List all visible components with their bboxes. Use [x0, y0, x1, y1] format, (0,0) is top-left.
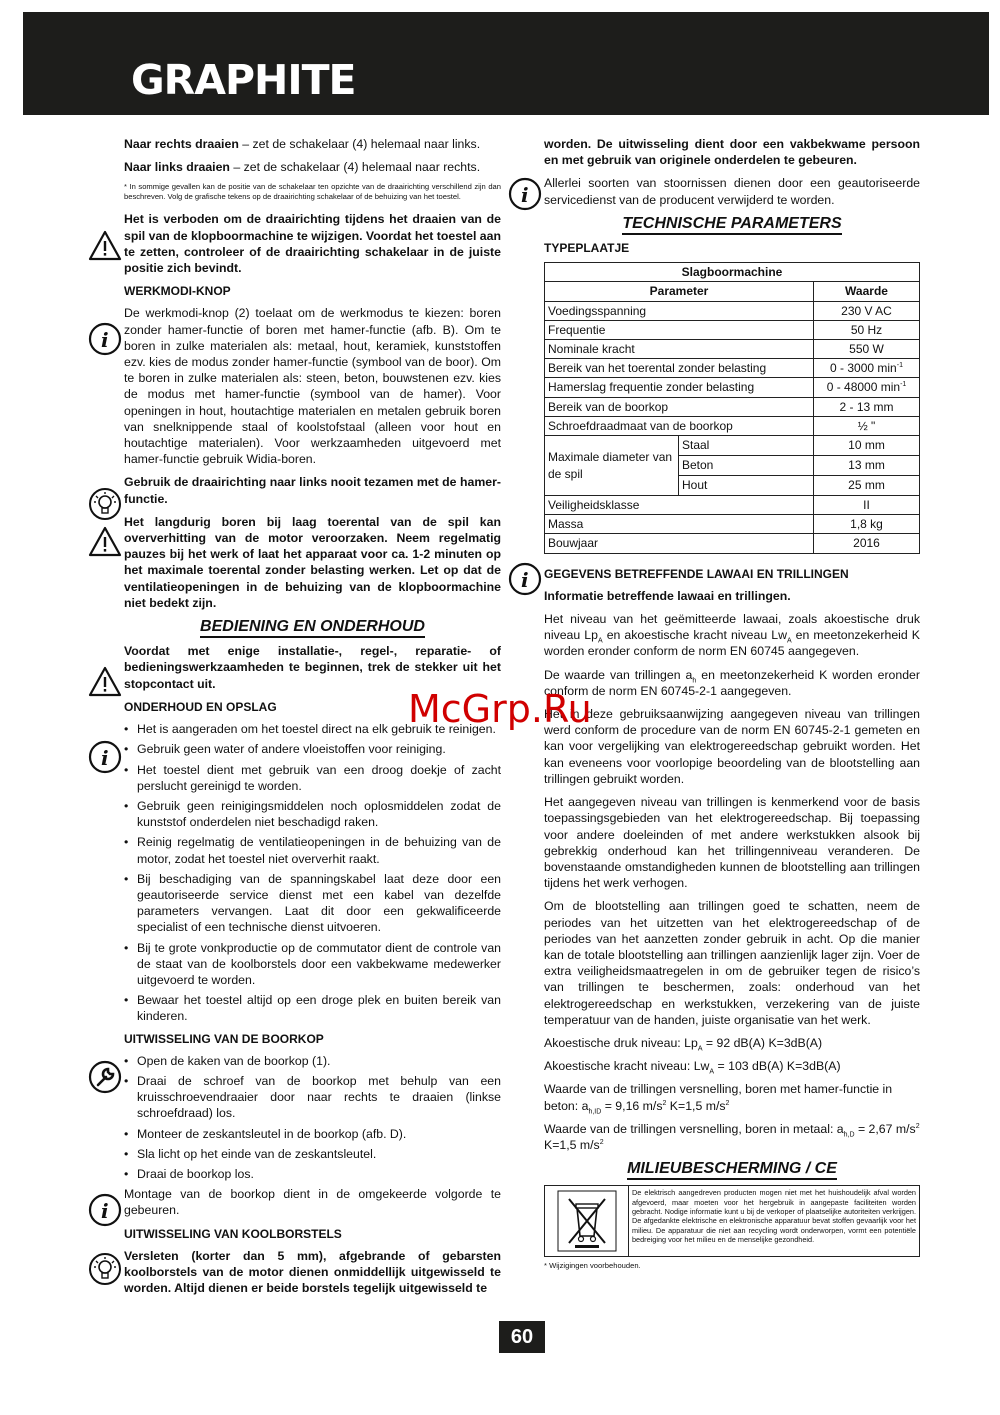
list-item: • Bij beschadiging van de spanningskabel laat deze door een geautoriseerde service dienst met een kabel van dezelfde parameters vervangen. Laat dit door een gekwalificeerde specialist of een technische dienst uitvoeren.	[124, 871, 501, 936]
werkmodi-heading: WERKMODI-KNOP	[124, 284, 231, 299]
hammer-tip: Gebruik de draairichting naar links nooit tezamen met de hamer-functie.	[124, 475, 501, 506]
boorkop-list	[124, 1053, 501, 1182]
warning-icon	[88, 229, 122, 263]
table-row: Voedingsspanning 230 V AC	[545, 301, 920, 320]
weee-box	[544, 1185, 920, 1257]
svg-text:i: i	[521, 183, 529, 207]
measurement-pressure: Akoestische druk niveau: $Lp_A = 92$ dB(A) K=3dB(A)	[544, 1035, 823, 1053]
rotate-left-paragraph: Naar links draaien – zet de schakelaar (4) helemaal naar rechts.	[124, 160, 481, 175]
warning-icon	[88, 665, 122, 699]
koolborstels-heading: UITWISSELING VAN KOOLBORSTELS	[124, 1226, 342, 1241]
measurement-vibration-metaal: Waarde van de trillingen versnelling, boren in metaal: $a_{h,D} = 2,67$ $m/s^2$ K=1,5 $m/s^2$	[544, 1121, 920, 1152]
list-item: • Monteer de zeskantsleutel in de boorkop (afb. D).	[124, 1126, 501, 1142]
section-title-milieu: MILIEUBESCHERMING / CE	[544, 1161, 920, 1177]
table-row: Schroefdraadmaat van de boorkop ½ "	[545, 416, 920, 435]
lawaai-p1: Het niveau van het geëmitteerde lawaai, zoals akoestische druk niveau $Lp_A$ en akoestische kracht niveau $Lw_A$ en meetonzekerheid K worden eronder conform de norm EN 60745 aangegeven.	[544, 612, 920, 659]
weee-text: De elektrisch aangedreven producten mogen niet met het huishoudelijk afval worden afgevoerd, maar moeten voor het hergebruik in aangepaste faciliteiten worden gebracht. Nodige informatie kunt u bij de verkoper of plaatselijke autoriteiten verkrijgen. De afgedankte elektrische en elektronische apparatuur bevat stoffen gevaarlijk voor het milieu. De apparatuur die niet aan recycling wordt onderworpen, vormt een potentiële bedreiging voor het milieu en de menselijke gezondheid.	[632, 1188, 916, 1244]
overheat-warning: Het langdurig boren bij laag toerental van de spil kan oververhitting van de motor veroorzaken. Neem regelmatig pauzes bij het werk of laat het apparaat voor ca. 1-2 minuten op het maximale toerental zonder belasting werken. Let op dat de ventilatieopeningen in de behuizing van de klopboormachine niet bedekt zijn.	[124, 514, 501, 610]
svg-text:i: i	[101, 328, 109, 352]
changes-footnote: * Wijzigingen voorbehouden.	[544, 1261, 641, 1271]
table-row: Veiligheidsklasse II	[545, 496, 920, 515]
table-row: Nominale kracht 550 W	[545, 340, 920, 359]
weee-bin-icon	[545, 1186, 629, 1256]
svg-text:i: i	[101, 1199, 109, 1223]
service-info: Allerlei soorten van stoornissen dienen door een geautoriseerde servicedienst van de producent verwijderd te worden.	[544, 176, 920, 207]
table-title: Slagboormachine	[545, 263, 920, 282]
typeplaatje-heading: TYPEPLAATJE	[544, 241, 630, 256]
section-title-bediening: BEDIENING EN ONDERHOUD	[124, 619, 501, 635]
watermark: McGrp.Ru	[408, 687, 592, 731]
measurement-power: Akoestische kracht niveau: $Lw_A = 103$ dB(A) K=3dB(A)	[544, 1059, 841, 1076]
section-title-technische: TECHNISCHE PARAMETERS	[544, 216, 920, 232]
boorkop-heading: UITWISSELING VAN DE BOORKOP	[124, 1031, 324, 1046]
list-item: • Het is aangeraden om het toestel direct na elk gebruik te reinigen.	[124, 721, 501, 737]
right-column	[544, 136, 920, 1275]
table-row: Bereik van de boorkop 2 - 13 mm	[545, 397, 920, 416]
table-row: Massa 1,8 kg	[545, 515, 920, 534]
page-number: 60	[499, 1321, 545, 1353]
table-header-parameter: Parameter	[545, 282, 814, 301]
werkmodi-text: De werkmodi-knop (2) toelaat om de werkmodus te kiezen: boren zonder hamer-functie of boren met hamer-functie (afb. B). Om te boren in zulke materialen als: metaal, hout, keramiek, kunststoffen ezv. kies de modus zonder hamer-functie (symbool van de boor). Om te boren in zulke materialen als: steen, beton, bouwstenen ezv. kies de modus met hamer-functie (symbool van de hamer). Voor openingen in hout, houtachtige materialen en metalen gebruik boren van snelknippende staal of koolstofstaal (alleen voor hout en houtachtige materialen). Voor werkzaamheden uitgevoerd met hamer-functie gebruik Widia-boren.	[124, 306, 501, 467]
lawaai-p2: De waarde van trillingen $a_h$ en meetonzekerheid K worden eronder conform de norm EN 60745-2-1 aangegeven.	[544, 667, 920, 698]
switch-footnote: * In sommige gevallen kan de positie van de schakelaar ten opzichte van de draairichting verschillend zijn dan beschreven. Volg de grafische tekens op de draairichting schakelaar of de behuizing van het toestel.	[124, 182, 501, 202]
info-icon	[88, 1193, 122, 1227]
page-header	[23, 12, 989, 115]
lightbulb-icon	[88, 487, 122, 521]
table-header-waarde: Waarde	[814, 282, 920, 301]
unplug-warning: Voordat met enige installatie-, regel-, reparatie- of bedieningswerkzaamheden te beginnen, trek de stekker uit het stopcontact uit.	[124, 644, 501, 691]
table-row: Hout 25 mm	[545, 476, 920, 496]
info-icon	[88, 322, 122, 356]
montage-note: Montage van de boorkop dient in de omgekeerde volgorde te gebeuren.	[124, 1187, 501, 1218]
table-row: Beton 13 mm	[545, 456, 920, 476]
info-icon	[508, 562, 542, 596]
svg-text:i: i	[521, 568, 529, 592]
list-item: • Bewaar het toestel altijd op een droge plek en buiten bereik van kinderen.	[124, 992, 501, 1024]
list-item: • Open de kaken van de boorkop (1).	[124, 1053, 501, 1069]
measurement-vibration-beton: Waarde van de trillingen versnelling, boren met hamer-functie in beton: $a_{h,ID} = 9,16$ $m/s^2$ K=1,5 $m/s^2$	[544, 1082, 893, 1115]
list-item: • Reinig regelmatig de ventilatieopeningen in de behuizing van de motor, zodat het toestel niet oververhit raakt.	[124, 834, 501, 866]
table-row: Frequentie 50 Hz	[545, 320, 920, 339]
info-icon	[508, 177, 542, 211]
table-row: Hamerslag frequentie zonder belasting 0 - 48000 $\min^{-1}$	[545, 378, 920, 397]
lawaai-info: Informatie betreffende lawaai en trillingen.	[544, 588, 791, 603]
parameters-table	[544, 262, 920, 553]
onderhoud-heading: ONDERHOUD EN OPSLAG	[124, 699, 277, 714]
continued-text: worden. De uitwisseling dient door een vakbekwame persoon en met gebruik van originele onderdelen te gebeuren.	[544, 137, 920, 168]
onderhoud-list	[124, 721, 501, 1024]
info-icon	[88, 740, 122, 774]
list-item: • Sla licht op het einde van de zeskantsleutel.	[124, 1146, 501, 1162]
list-item: • Het toestel dient met gebruik van een droog doekje of zacht perslucht gereinigd te worden.	[124, 762, 501, 794]
table-row: Maximale diameter van de spil Staal 10 mm	[545, 436, 920, 456]
lawaai-p3: Het in deze gebruiksaanwijzing aangegeven niveau van trillingen werd conform de procedure van de norm EN 60745-2-1 gemeten en kan voor vergelijking van elektrogereedschap gebruikt worden. Het kan eveneens voor voorlopige beoordeling van de blootstelling aan trillingen gebruikt worden.	[544, 707, 920, 786]
list-item: • Draai de schroef van de boorkop met behulp van een kruisschroevendraaier door naar rechts te draaien (linkse schroefdraad) los.	[124, 1073, 501, 1122]
list-item: • Gebruik geen reinigingsmiddelen noch oplosmiddelen zodat de kunststof onderdelen niet beschadigd raken.	[124, 798, 501, 830]
lawaai-p4: Het aangegeven niveau van trillingen is kenmerkend voor de basis toepassingsgebieden van het elektrogereedschap. Bij toepassing voor andere doeleinden of met andere werkstukken alsook bij gebrekkig onderhoud kan het trillingenniveau veranderen. De bovenstaande omstandigheden kunnen de blootstelling aan trillingen tijdens het werk verhogen.	[544, 795, 920, 891]
lightbulb-icon	[88, 1252, 122, 1286]
table-row: Bereik van het toerental zonder belasting 0 - 3000 $\min^{-1}$	[545, 359, 920, 378]
wrench-icon	[88, 1060, 122, 1094]
table-row: Bouwjaar 2016	[545, 534, 920, 553]
warning-icon	[88, 525, 122, 559]
list-item: • Bij te grote vonkproductie op de commutator dient de controle van de staat van de koolborstels door een vakbekwame medewerker uitgevoerd te worden.	[124, 940, 501, 989]
rotate-right-paragraph: Naar rechts draaien – zet de schakelaar (4) helemaal naar links.	[124, 137, 481, 151]
list-item: • Draai de boorkop los.	[124, 1166, 501, 1182]
graphite-logo: GRAPHITE	[131, 56, 356, 104]
lawaai-heading: GEGEVENS BETREFFENDE LAWAAI EN TRILLINGEN	[544, 566, 849, 581]
lawaai-p5: Om de blootstelling aan trillingen goed te schatten, neem de periodes van het uitzetten van het elektrogereedschap of de periodes van het aanzetten zonder gebruik in acht. Op die manier kan de totale blootstelling aan trillingen aanzienlijk lager zijn. Voer de extra veiligheidsmaatregelen in om de gebruiker tegen de risico’s van trillingen te beschermen, zoals: onderhoud van het elektrogereedschap en werkstukken, verzekering van de juiste temperatuur van de handen, juiste organisatie van het werk.	[544, 899, 920, 1027]
svg-text:i: i	[101, 746, 109, 770]
list-item: • Gebruik geen water of andere vloeistoffen voor reiniging.	[124, 741, 501, 757]
koolborstels-text: Versleten (korter dan 5 mm), afgebrande of gebarsten koolborstels van de motor dienen onmiddellijk uitgewisseld te worden. Altijd dienen er beide borstels tegelijk uitgewisseld te	[124, 1248, 501, 1296]
direction-warning: Het is verboden om de draairichting tijdens het draaien van de spil van de klopboormachine te wijzigen. Voordat het toestel aan te zetten, controleer of de draairichting schakelaar in de juiste positie zich bevindt.	[124, 212, 501, 276]
